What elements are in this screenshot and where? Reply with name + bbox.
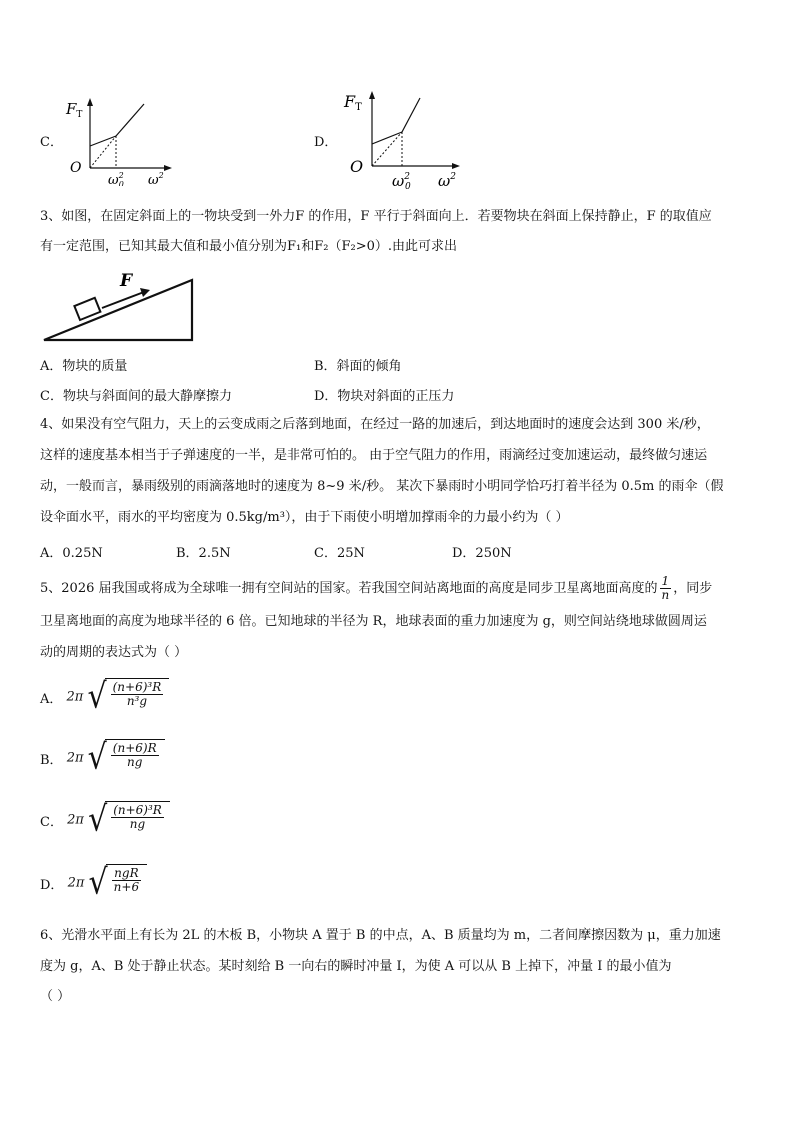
q5-option-d: D． 2π √ $\frac{\text{ngR}}{n+6}$ bbox=[40, 864, 147, 902]
svg-text:ω20: $\omega^2$ 0 bbox=[392, 172, 411, 192]
force-arrow bbox=[102, 292, 144, 308]
graph-d bbox=[336, 88, 468, 192]
origin-label: O bbox=[350, 157, 364, 176]
q6-line-1: 6、光滑水平面上有长为 2L 的木板 B，小物块 A 置于 B 的中点，A、B 质量均为 m，二者间摩擦因数为 μ，重力加速 bbox=[40, 928, 721, 943]
dashed-extension bbox=[372, 132, 402, 166]
x-tick-label: ω bbox=[108, 173, 119, 186]
q4-option-a: A．0.25N bbox=[40, 546, 103, 561]
graph-c bbox=[58, 96, 178, 186]
incline-slope bbox=[44, 280, 192, 340]
q4-line-2: 这样的速度基本相当于子弹速度的一半，是非常可怕的。 由于空气阻力的作用，雨滴经过变加速运动，最终做匀速运 bbox=[40, 448, 708, 463]
q5-option-b: B． 2π √ $\frac{(n+6)R}{ng}$ bbox=[40, 739, 165, 777]
svg-text:FT: FT bbox=[344, 92, 362, 113]
y-axis-arrow-icon bbox=[369, 91, 375, 99]
q3-line-2: 有一定范围，已知其最大值和最小值分别为F₁和F₂（F₂>0）.由此可求出 bbox=[40, 239, 457, 254]
q4-option-b: B．2.5N bbox=[176, 546, 231, 561]
y-axis-label: F bbox=[66, 100, 77, 118]
q5-option-a: A． 2π √ $\frac{\text{(n+6)³R}}{\text{n³g}}$ bbox=[40, 678, 169, 716]
q3-option-b: B．斜面的倾角 bbox=[314, 359, 402, 374]
q3-option-c: C．物块与斜面间的最大静摩擦力 bbox=[40, 389, 232, 404]
q5-line-2: 卫星离地面的高度为地球半径的 6 倍。已知地球的半径为 R，地球表面的重力加速度为 g，则空间站绕地球做圆周运 bbox=[40, 614, 707, 629]
force-label: F bbox=[120, 271, 133, 291]
q3-option-d: D．物块对斜面的正压力 bbox=[314, 389, 455, 404]
x-axis-arrow-icon bbox=[452, 163, 460, 169]
q5-line-1: 5、2026 届我国或将成为全球唯一拥有空间站的国家。若我国空间站离地面的高度是同步卫星离地面高度的 $\frac{1}{n}$ ，同步 bbox=[40, 574, 713, 602]
x-axis-label: ω bbox=[438, 172, 451, 190]
graph-line-lower bbox=[372, 132, 402, 144]
svg-text:FT: $F_T$ bbox=[66, 100, 83, 120]
y-axis-label: F bbox=[344, 92, 356, 111]
q4-option-d: D．250N bbox=[452, 546, 512, 561]
block bbox=[74, 298, 100, 320]
x-axis-label: ω bbox=[148, 173, 159, 186]
svg-text:ω20: $\omega^2$ 0 bbox=[108, 171, 124, 186]
q5-option-c: C． 2π √ $\frac{\text{(n+6)³R}}{ng}$ bbox=[40, 801, 170, 839]
q3-line-1: 3、如图，在固定斜面上的一物块受到一外力F 的作用，F 平行于斜面向上．若要物块在斜面上保持静止，F 的取值应 bbox=[40, 209, 712, 224]
q3-option-a: A．物块的质量 bbox=[40, 359, 128, 374]
q6-line-2: 度为 g，A、B 处于静止状态。某时刻给 B 一向右的瞬时冲量 I，为使 A 可以从 B 上掉下，冲量 I 的最小值为 bbox=[40, 959, 672, 974]
x-tick-label: ω bbox=[392, 172, 405, 190]
q5-line-3: 动的周期的表达式为（ ） bbox=[40, 645, 188, 660]
q4-line-4: 设伞面水平，雨水的平均密度为 0.5kg/m³），由于下雨使小明增加撑雨伞的力最小约为（ ） bbox=[40, 510, 569, 525]
incline-figure bbox=[40, 266, 200, 344]
graph-line-upper bbox=[402, 98, 420, 132]
origin-label: O bbox=[70, 160, 82, 176]
svg-text:ω2: $\omega^2$ bbox=[438, 172, 456, 190]
q4-option-c: C．25N bbox=[314, 546, 365, 561]
q4-line-1: 4、如果没有空气阻力，天上的云变成雨之后落到地面，在经过一路的加速后，到达地面时的速度会达到 300 米/秒， bbox=[40, 417, 710, 432]
fraction-1-over-n: $\frac{1}{n}$ bbox=[661, 574, 670, 602]
graph-line-upper bbox=[116, 104, 144, 136]
y-axis-arrow-icon bbox=[87, 98, 93, 106]
force-arrow-head-icon bbox=[140, 288, 150, 297]
q6-line-3: （ ） bbox=[40, 989, 71, 1004]
graph-line-lower bbox=[90, 136, 116, 146]
x-axis-arrow-icon bbox=[164, 165, 172, 171]
svg-text:ω2: $\omega^2$ bbox=[148, 171, 164, 186]
option-c-label: C． bbox=[40, 135, 63, 150]
q4-line-3: 动，一般而言，暴雨级别的雨滴落地时的速度为 8~9 米/秒。 某次下暴雨时小明同学恰巧打着半径为 0.5m 的雨伞（假 bbox=[40, 479, 724, 494]
option-d-label: D． bbox=[314, 135, 338, 150]
